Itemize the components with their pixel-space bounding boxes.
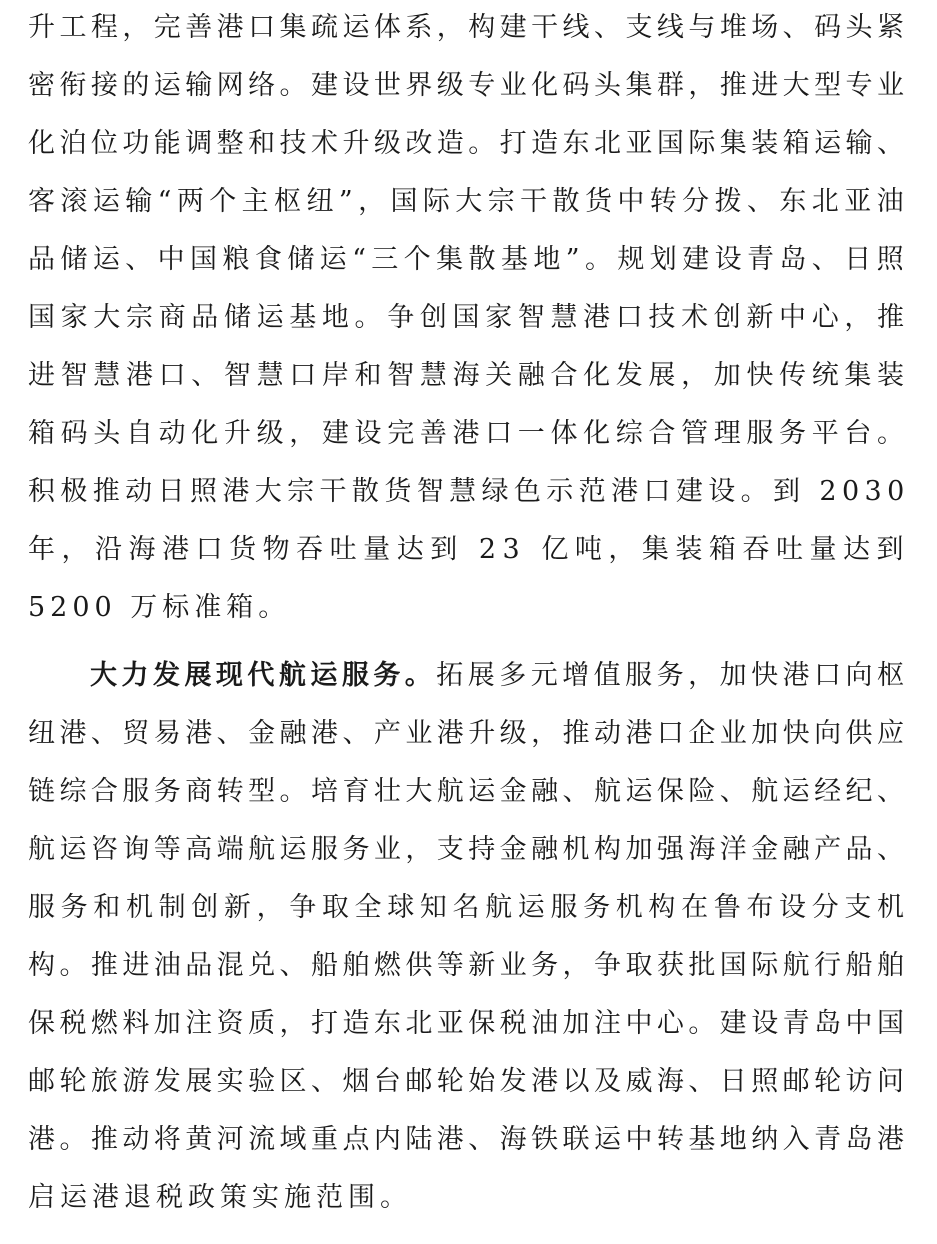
body-text: 升工程，完善港口集疏运体系，构建干线、支线与堆场、码头紧: [28, 12, 909, 43]
body-text: 积极推动日照港大宗干散货智慧绿色示范港口建设。到 2030: [28, 476, 910, 507]
text-line: [28, 66, 908, 106]
text-line: [28, 472, 910, 512]
body-text: 链综合服务商转型。培育壮大航运金融、航运保险、航运经纪、: [28, 776, 909, 807]
text-line: [28, 530, 910, 570]
text-line: [90, 656, 908, 696]
body-text: 保税燃料加注资质，打造东北亚保税油加注中心。建设青岛中国: [28, 1008, 909, 1039]
text-line: [28, 1004, 908, 1044]
text-line: [28, 240, 909, 280]
text-line: [28, 772, 908, 812]
body-text: 客滚运输“两个主枢纽”，国际大宗干散货中转分拨、东北亚油: [28, 186, 910, 217]
text-line: [28, 888, 910, 928]
body-text: 箱码头自动化升级，建设完善港口一体化综合管理服务平台。: [28, 418, 910, 449]
body-text: 年，沿海港口货物吞吐量达到 23 亿吨，集装箱吞吐量达到: [28, 534, 911, 565]
bold-heading-text: 大力发展现代航运服务。: [90, 660, 437, 691]
body-text: 国家大宗商品储运基地。争创国家智慧港口技术创新中心，推: [28, 302, 910, 333]
text-line: [28, 182, 909, 222]
body-text: 纽港、贸易港、金融港、产业港升级，推动港口企业加快向供应: [28, 718, 909, 749]
text-line: [28, 830, 908, 870]
body-text: 启运港退税政策实施范围。: [28, 1182, 412, 1213]
body-text: 航运咨询等高端航运服务业，支持金融机构加强海洋金融产品、: [28, 834, 909, 865]
body-text: 密衔接的运输网络。建设世界级专业化码头集群，推进大型专业: [28, 70, 909, 101]
text-line: [28, 946, 908, 986]
body-text: 邮轮旅游发展实验区、烟台邮轮始发港以及威海、日照邮轮访问: [28, 1066, 909, 1097]
body-text: 化泊位功能调整和技术升级改造。打造东北亚国际集装箱运输、: [28, 128, 909, 159]
text-line: [28, 298, 910, 338]
body-text: 构。推进油品混兑、船舶燃供等新业务，争取获批国际航行船舶: [28, 950, 909, 981]
body-text: 拓展多元增值服务，加快港口向枢: [436, 660, 909, 691]
text-line: [28, 588, 290, 628]
text-line: [28, 714, 908, 754]
text-line: [28, 356, 910, 396]
text-line: [28, 124, 908, 164]
text-line: [28, 1062, 908, 1102]
body-text: 进智慧港口、智慧口岸和智慧海关融合化发展，加快传统集装: [28, 360, 910, 391]
body-text: 品储运、中国粮食储运“三个集散基地”。规划建设青岛、日照: [28, 244, 910, 275]
body-text: 港。推动将黄河流域重点内陆港、海铁联运中转基地纳入青岛港: [28, 1124, 909, 1155]
body-text: 服务和机制创新，争取全球知名航运服务机构在鲁布设分支机: [28, 892, 910, 923]
text-line: [28, 1178, 412, 1218]
text-line: [28, 8, 908, 48]
body-text: 5200 万标准箱。: [28, 592, 291, 623]
text-line: [28, 414, 910, 454]
text-line: [28, 1120, 908, 1160]
